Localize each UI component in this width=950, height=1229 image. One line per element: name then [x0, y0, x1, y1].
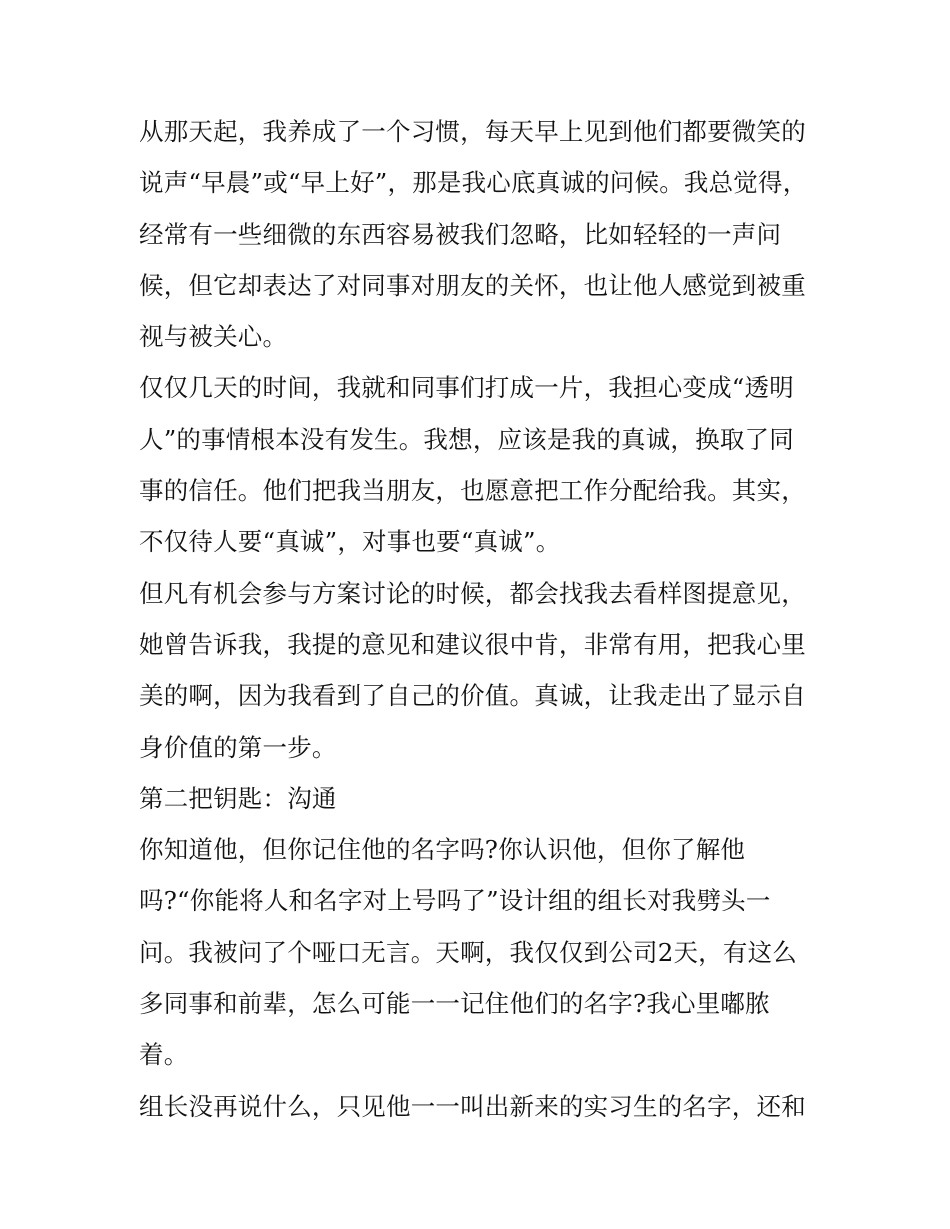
- text-line: 候，但它却表达了对同事对朋友的关怀，也让他人感觉到被重: [139, 270, 806, 300]
- text-line: 问。我被问了个哑口无言。天啊，我仅仅到公司2天，有这么: [139, 937, 797, 967]
- text-line: 不仅待人要“真诚”，对事也要“真诚”。: [139, 527, 561, 557]
- text-line: 组长没再说什么，只见他一一叫出新来的实习生的名字，还和: [139, 1091, 806, 1121]
- text-line: 她曾告诉我，我提的意见和建议很中肯，非常有用，把我心里: [139, 629, 806, 659]
- text-line: 事的信任。他们把我当朋友，也愿意把工作分配给我。其实，: [139, 476, 806, 506]
- document-text-body: [139, 106, 819, 1132]
- text-line: 身价值的第一步。: [139, 732, 337, 762]
- text-line: 吗?“你能将人和名字对上号吗了”设计组的组长对我劈头一: [139, 886, 771, 916]
- text-line: 美的啊，因为我看到了自己的价值。真诚，让我走出了显示自: [139, 681, 806, 711]
- text-line: 经常有一些细微的东西容易被我们忽略，比如轻轻的一声问: [139, 219, 782, 249]
- text-line: 着。: [139, 1040, 189, 1070]
- text-line: 视与被关心。: [139, 322, 288, 352]
- section-heading: 第二把钥匙：沟通: [139, 783, 337, 813]
- text-line: 人”的事情根本没有发生。我想，应该是我的真诚，换取了同: [139, 424, 794, 454]
- text-line: 说声“早晨”或“早上好”，那是我心底真诚的问候。我总觉得，: [139, 168, 808, 198]
- text-line: 仅仅几天的时间，我就和同事们打成一片，我担心变成“透明: [139, 373, 794, 403]
- text-line: 从那天起，我养成了一个习惯，每天早上见到他们都要微笑的: [139, 117, 806, 146]
- text-line: 多同事和前辈，怎么可能一一记住他们的名字?我心里嘟脓: [139, 989, 770, 1019]
- text-line: 你知道他，但你记住他的名字吗?你认识他，但你了解他: [139, 835, 746, 865]
- text-line: 但凡有机会参与方案讨论的时候，都会找我去看样图提意见，: [139, 578, 806, 608]
